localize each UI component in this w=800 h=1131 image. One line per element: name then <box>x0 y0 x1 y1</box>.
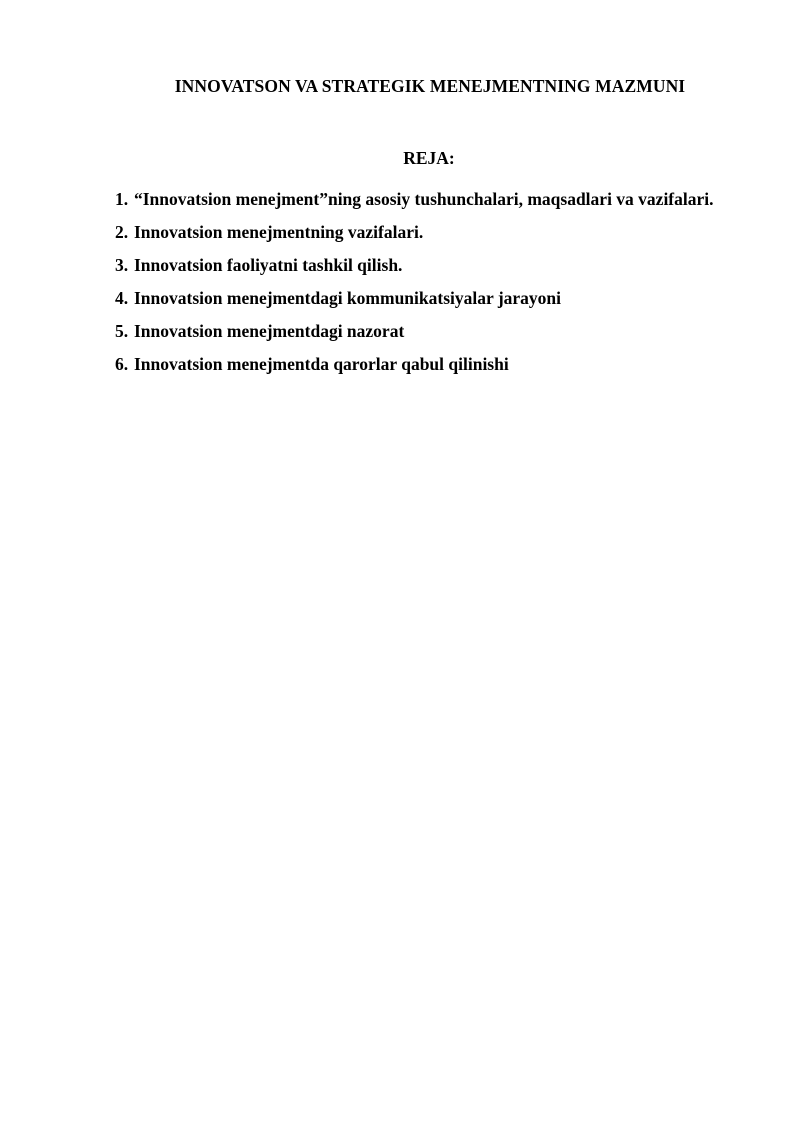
plan-item <box>115 315 743 348</box>
plan-item-text: Innovatsion menejmentdagi nazorat <box>134 321 405 341</box>
plan-item <box>115 249 743 282</box>
plan-item-text: Innovatsion menejmentda qarorlar qabul qilinishi <box>134 354 509 374</box>
plan-item-number: 4. <box>115 288 129 308</box>
plan-item-number: 3. <box>115 255 129 275</box>
plan-item-number: 2. <box>115 222 129 242</box>
plan-item-text: Innovatsion faoliyatni tashkil qilish. <box>134 255 403 275</box>
plan-item-text: “Innovatsion menejment”ning asosiy tushunchalari, maqsadlari va vazifalari. <box>134 189 714 209</box>
plan-item <box>115 348 743 381</box>
plan-item-number: 5. <box>115 321 129 341</box>
plan-item <box>115 183 743 216</box>
plan-list <box>115 183 743 381</box>
plan-item-text: Innovatsion menejmentdagi kommunikatsiyalar jarayoni <box>134 288 562 308</box>
plan-item-text: Innovatsion menejmentning vazifalari. <box>134 222 424 242</box>
plan-item-number: 6. <box>115 354 129 374</box>
document-title: INNOVATSON VA STRATEGIK MENEJMENTNING MAZMUNI <box>174 76 686 96</box>
plan-item <box>115 216 743 249</box>
plan-item <box>115 282 743 315</box>
plan-item-number: 1. <box>115 189 129 209</box>
plan-heading: REJA: <box>403 148 455 168</box>
